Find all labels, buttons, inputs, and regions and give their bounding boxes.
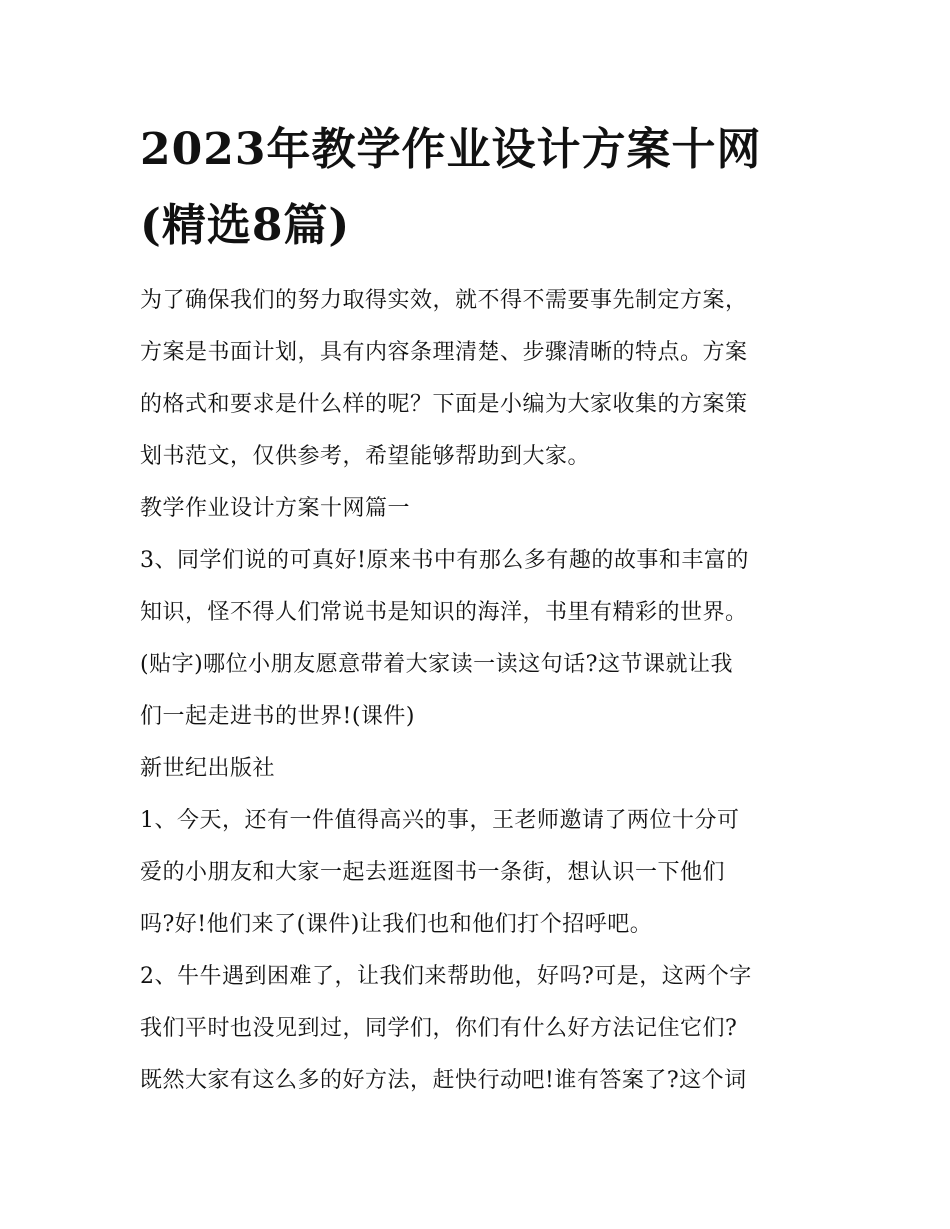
text-line: 的格式和要求是什么样的呢？下面是小编为大家收集的方案策 [140, 392, 748, 417]
intro-paragraph [140, 275, 820, 483]
text-line: 方案是书面计划，具有内容条理清楚、步骤清晰的特点。方案 [140, 340, 748, 365]
text-line: 知识，怪不得人们常说书是知识的海洋，书里有精彩的世界。 [140, 600, 748, 625]
document-body [140, 275, 820, 1107]
text-line: 新世纪出版社 [140, 756, 276, 781]
text-line: 为了确保我们的努力取得实效，就不得不需要事先制定方案， [140, 288, 748, 313]
text-line: 吗?好!他们来了(课件)让我们也和他们打个招呼吧。 [140, 912, 653, 937]
text-line: 教学作业设计方案十网篇一 [140, 496, 411, 521]
title-line: 2023年教学作业设计方案十网 [140, 124, 762, 175]
body-paragraph [140, 795, 820, 951]
text-line: 2、牛牛遇到困难了，让我们来帮助他，好吗?可是，这两个字 [140, 964, 752, 989]
text-line: (贴字)哪位小朋友愿意带着大家读一读这句话?这节课就让我 [140, 652, 733, 677]
text-line: 划书范文，仅供参考，希望能够帮助到大家。 [140, 444, 591, 469]
body-paragraph [140, 951, 820, 1107]
title-line: (精选8篇) [140, 200, 351, 251]
document-title [140, 112, 820, 264]
text-line: 爱的小朋友和大家一起去逛逛图书一条街，想认识一下他们 [140, 860, 726, 885]
section-heading [140, 483, 820, 535]
text-line: 3、同学们说的可真好!原来书中有那么多有趣的故事和丰富的 [140, 548, 749, 573]
text-line: 1、今天，还有一件值得高兴的事，王老师邀请了两位十分可 [140, 808, 740, 833]
publisher-line [140, 743, 820, 795]
text-line: 们一起走进书的世界!(课件) [140, 704, 416, 729]
text-line: 既然大家有这么多的好方法，赶快行动吧!谁有答案了?这个词 [140, 1068, 747, 1093]
body-paragraph [140, 535, 820, 743]
text-line: 我们平时也没见到过，同学们，你们有什么好方法记住它们? [140, 1016, 738, 1041]
